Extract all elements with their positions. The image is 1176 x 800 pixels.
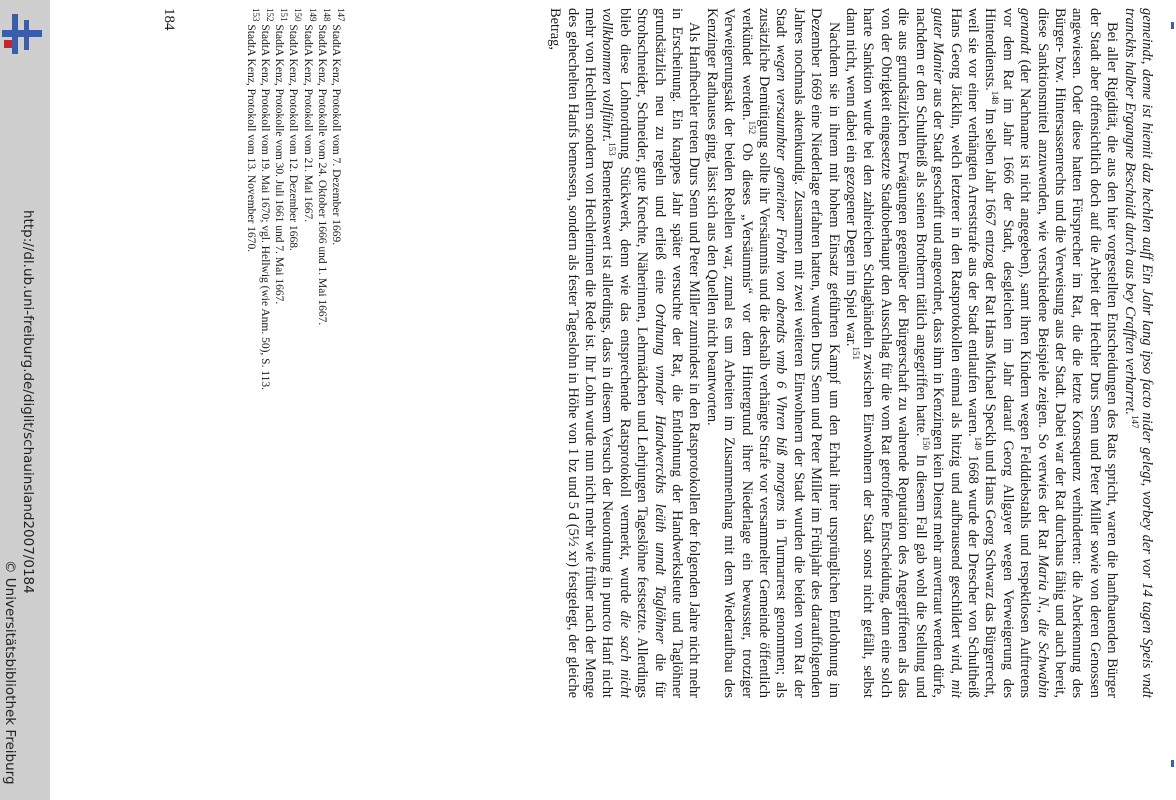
text-run: Bei aller Rigidität, die aus den hier vorgestellten Entscheidungen des Rats spricht, waren die hanfbauenden Bürger der Stadt aber offensichtlich doch auf die Arbeit der Hechler Durs Senn und Peter Miller sowie von deren Genossen angewiesen. Oder diese hatten Fürsprecher im Rat, die die letzte Konsequenz verhinderten: die Aberkennung des Bürger- bzw. Hintersassenrechts und die Verweisung aus der Stadt. Dabei war der Rat durchaus fähig und auch bereit, diese Sanktionsmittel anzuwenden, wie verschiedene Beispiele zeigen. So verwies der Rat — [1034, 8, 1121, 698]
footnote — [258, 8, 275, 698]
scroll-marker — [1171, 22, 1174, 29]
viewer-copyright: © Universitätsbibliothek Freiburg — [2, 560, 18, 785]
scroll-marker — [1171, 760, 1174, 767]
footnote-number: 150 — [293, 8, 304, 22]
text-run: 1668 wurde der Drescher von Schultheiß Hans Georg Jäcklin, welch letzterer in den Ratsprotokollen einmal als hitzig und aufbrausend geschildert wird, — [947, 8, 981, 698]
footnote — [272, 8, 290, 698]
footnote-text: StadtA Kenz, Protokoll vom 13. November 1670. — [244, 21, 257, 253]
footnote-text: StadtA Kenz, Protokolle vom 24. Oktober 1666 und 1. Mai 1667. — [315, 21, 328, 326]
quoted-source-text: mit guter Manier — [930, 8, 964, 698]
footnote-number: 149 — [307, 8, 318, 22]
body-paragraph — [842, 8, 1121, 698]
footnote-ref: 151 — [850, 346, 861, 360]
footnotes — [244, 8, 346, 698]
text-run: Als Hanfhechler treten Durs Senn und Peter Miller zumindest in den Ratsprotokollen der folgenden Jahre nicht mehr in Erscheinung. Ein knappes Jahr später versuchte der Rat, die Entlohnung der Handwerksleute und Taglöhner grundsätzlich neu zu regeln und erließ eine — [651, 8, 703, 698]
footnote-number: 152 — [264, 8, 275, 22]
quoted-source-text: Ordnung vnnder Handwerckhs leüth unndt Taglöhner — [651, 303, 668, 644]
body-paragraph — [702, 8, 841, 698]
text-run: In diesem Fall gab wohl die Stellung und die aus grundsätzlichen Erwägungen gegenüber der Bürgerschaft zu wahrende Reputation des Angegriffenen als das von der Obrigkeit eingesetzte Stadtoberhaupt den Ausschlag für die vom Rat getroffene Entscheidung, denn eine solch harte Sanktion wurde bei den zahlreichen Schlaghändeln zwischen Einwohnern der Stadt sonst nicht gefällt, selbst dann nicht, wenn dabei ein gezogener Degen im Spiel war. — [843, 8, 929, 698]
footnote — [244, 8, 261, 698]
footnote — [315, 8, 332, 698]
footnote-text: StadtA Kenz, Protokoll vom 7. Dezember 1669. — [330, 21, 342, 246]
text-run: aus der Stadt geschafft und angeordnet, dass ihm in Kenzingen kein Dienst mehr anvertraut werden dürfe, nachdem er den Schultheiß als seinen Brotherrn tätlich angegriffen hatte. — [912, 8, 947, 699]
quoted-source-text: wegen versaumbter gemeiner Frohn von abendts vmb 6 Vhren biß morgens — [773, 44, 790, 512]
document-page — [60, 0, 1160, 800]
body-text — [546, 8, 1155, 698]
page-number: 184 — [161, 8, 177, 31]
footnote-ref: 148 — [990, 90, 1001, 105]
footnote-text: StadtA Kenz, Protokoll vom 19. Mai 1670; vgl. Hellwig (wie Anm. 50), S. 113. — [258, 21, 271, 391]
footnote-text: StadtA Kenz, Protokoll vom 12. Dezember 1668. — [287, 21, 300, 251]
footnote-number: 147 — [335, 8, 346, 22]
footnote-text: StadtA Kenz, Protokoll vom 21. Mai 1667. — [301, 21, 314, 223]
footnote-number: 151 — [279, 8, 290, 22]
body-paragraph — [1120, 8, 1155, 698]
footnote-number: 153 — [250, 8, 261, 22]
footnote-ref: 150 — [920, 436, 931, 450]
quoted-source-text: Maria N., die Schwabin genandt — [1017, 8, 1051, 698]
footnote — [286, 8, 304, 698]
footnote-ref: 149 — [972, 436, 983, 451]
text-run: Bemerkenswert ist allerdings, dass in diesem Versuch der Neuordnung in puncto Hanf nicht mehr von Hechlern sondern von Hechlerinnen die Rede ist. Ihr Lohn wurde nun nicht mehr wie früher nach der Menge des gehechelten Hanfs bemessen, sondern als fester Tageslohn in Höhe von 1 bz und 5 d (5½ xr) festgelegt, der gleiche Betrag, — [547, 8, 616, 698]
text-run: Ob dieses „Versäumnis“ vor dem Hintergrund ihrer Niederlage ein bewusster, trotziger Verweigerungsakt der beiden Rebellen war, zumal es um Arbeiten im Zusammenhang mit dem Wiederaufbau des Kenzinger Rathauses ging, lässt sich aus den Quellen nicht beantworten. — [703, 8, 755, 699]
text-run: die für Strohschneider, Schneider, gute Knechte, Näherinnen, Lehrmädchen und Lehrjungen Tageslöhne festsetzte. Allerdings blieb diese Lohnordnung Stückwerk, denn wie das entsprechende Ratsprotokoll vermerkt, wurde — [616, 8, 668, 698]
ub-freiburg-logo-icon — [2, 14, 42, 54]
body-paragraph — [546, 8, 703, 698]
text-run: (der Nachname ist nicht angegeben), samt ihren Kindern wegen Felddiebstahls und respektlosen Auftretens vor dem Rat im Jahr 1666 der Stadt, desgleichen im Jahr darauf Georg Allgayer wegen Verweigerung des Hintendiensts. — [982, 8, 1034, 698]
footnote-ref: 152 — [746, 120, 757, 135]
footnote — [329, 8, 346, 698]
viewer-url[interactable]: http://dl.ub.uni-freiburg.de/diglit/schauinsland2007/0184 — [20, 210, 36, 594]
scroll-marker-strip — [1166, 0, 1176, 800]
footnote — [300, 8, 318, 698]
text-run: in Turmarrest genommen; als zusätzliche Demütigung sollte ihr Versäumnis und die deshalb verhängte Strafe vor versammelter Gemeinde öffentlich verkündet werden. — [738, 8, 790, 699]
text-run: Nachdem sie in ihrem mit hohem Einsatz geführten Kampf um den Erhalt ihrer ursprünglichen Entlohnung im Dezember 1669 eine Niederlage erfahren hatten, wurden Durs Senn und Peter Miller im Frühjahr des darauffolgenden Jahres nochmals aktenkundig. Zusammen mit zwei weiteren Einwohnern der Stadt wurden die beiden vom Rat der Stadt — [773, 8, 842, 698]
quoted-source-text: die sach nicht vollkhommen vollführt. — [599, 8, 633, 698]
text-run: Im selben Jahr 1667 entzog der Rat Hans Michael Speckh und Hans Georg Schwarz das Bürgerrecht, weil sie vor einer verhängten Arreststrafe aus der Stadt entlaufen waren. — [964, 8, 999, 698]
footnote-number: 148 — [321, 8, 332, 22]
footnote-ref: 147 — [1129, 415, 1140, 429]
footnote-text: StadtA Kenz, Protokolle vom 30. Juli 1661 und 7. Mai 1667. — [273, 21, 286, 305]
footnote-ref: 153 — [607, 142, 618, 156]
quoted-source-text: gemeindt, deme ist hiemit daz hechlen auff Ein Jahr lang ipso facto nider gelegt, vorbey der vor 14 tagen Speis vndt tranckhs halber Ergangne Beschaidt durch aus bey Crafften verharret. — [1121, 8, 1155, 698]
rotated-page-content — [125, 8, 1155, 788]
